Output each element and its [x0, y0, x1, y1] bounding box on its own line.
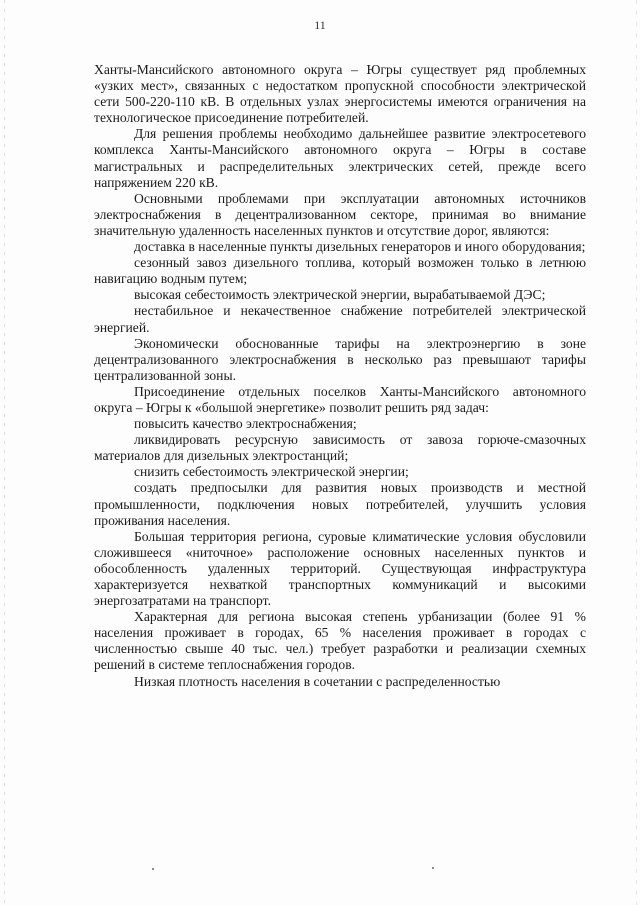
paragraph: Большая территория региона, суровые климатические условия обусловили сложившееся «ниточное» расположение основных населенных пунктов и обособленность удаленных территорий. Существующая инфраструктура характеризуется нехваткой транспортных коммуникаций и высокими энергозатратами на транспорт. — [94, 528, 586, 609]
list-item: высокая себестоимость электрической энергии, вырабатываемой ДЭС; — [134, 287, 546, 303]
paragraph: Основными проблемами при эксплуатации автономных источников электроснабжения в децентрализованном секторе, принимая во внимание значительную удаленность населенных пунктов и отсутствие дорог, являются: — [94, 190, 586, 238]
list-item: нестабильное и некачественное снабжение потребителей электрической энергией. — [94, 303, 586, 335]
document-body — [94, 62, 586, 690]
scan-right-edge — [636, 0, 637, 905]
paragraph: Низкая плотность населения в сочетании с распределенностью — [134, 673, 501, 689]
scan-speck — [152, 868, 154, 870]
list-item: ликвидировать ресурсную зависимость от завоза горюче-смазочных материалов для дизельных электростанций; — [94, 432, 586, 464]
list-item: создать предпосылки для развития новых производств и местной промышленности, подключения новых потребителей, улучшить условия проживания населения. — [94, 480, 586, 528]
list-item: повысить качество электроснабжения; — [134, 416, 357, 432]
paragraph: Присоединение отдельных поселков Ханты-Мансийского автономного округа – Югры к «большой энергетике» позволит решить ряд задач: — [94, 383, 586, 415]
scan-speck — [432, 867, 434, 869]
page-number: 11 — [314, 18, 326, 32]
paragraph: Ханты-Мансийского автономного округа – Югры существует ряд проблемных «узких мест», связанных с недостатком пропускной способности электрической сети 500-220-110 кВ. В отдельных узлах энергосистемы имеются ограничения на технологическое присоединение потребителей. — [94, 62, 586, 126]
list-item: снизить себестоимость электрической энергии; — [134, 464, 409, 480]
paragraph: Для решения проблемы необходимо дальнейшее развитие электросетевого комплекса Ханты-Мансийского автономного округа – Югры в составе магистральных и распределительных электрических сетей, прежде всего напряжением 220 кВ. — [94, 126, 586, 190]
scan-left-edge — [4, 0, 5, 905]
list-item: сезонный завоз дизельного топлива, который возможен только в летнюю навигацию водным путем; — [94, 255, 586, 287]
paragraph: Характерная для региона высокая степень урбанизации (более 91 % населения проживает в городах, 65 % населения проживает в городах с численностью свыше 40 тыс. чел.) требует разработки и реализации схемных решений в системе теплоснабжения городов. — [94, 609, 586, 673]
paragraph: Экономически обоснованные тарифы на электроэнергию в зоне децентрализованного электроснабжения в несколько раз превышают тарифы централизованной зоны. — [94, 335, 586, 383]
list-item: доставка в населенные пункты дизельных генераторов и иного оборудования; — [134, 239, 586, 255]
